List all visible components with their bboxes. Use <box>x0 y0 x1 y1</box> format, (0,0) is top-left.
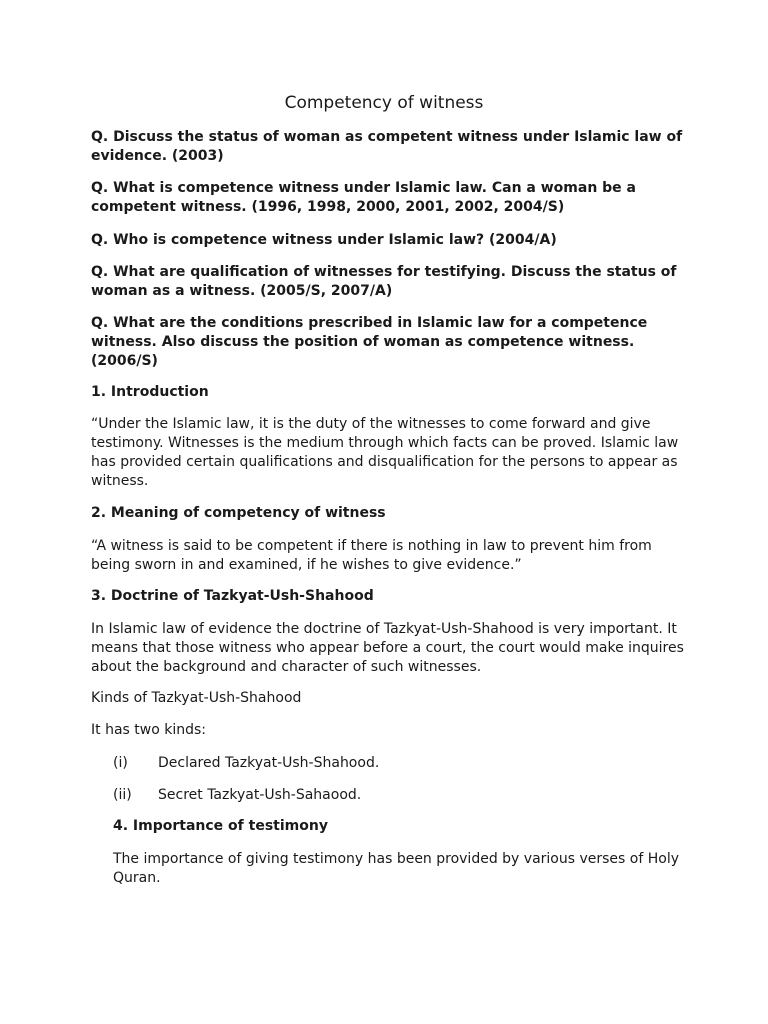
kinds-label: Kinds of Tazkyat-Ush-Shahood <box>91 690 302 706</box>
list-marker: (ii) <box>113 787 132 803</box>
section-heading-doctrine: 3. Doctrine of Tazkyat-Ush-Shahood <box>91 588 374 604</box>
question-5: Q. What are the conditions prescribed in Islamic law for a competence witness. Also discuss the position of woman as competence witness. (2006/S) <box>91 315 648 369</box>
kinds-intro: It has two kinds: <box>91 722 206 738</box>
list-item-text: Secret Tazkyat-Ush-Sahaood. <box>158 787 362 803</box>
section-text-introduction: “Under the Islamic law, it is the duty of the witnesses to come forward and give testimony. Witnesses is the medium through which facts can be proved. Islamic law has provided certain qualifications and disqualification for the persons to appear as witness. <box>91 416 679 489</box>
question-2: Q. What is competence witness under Islamic law. Can a woman be a competent witness. (1996, 1998, 2000, 2001, 2002, 2004/S) <box>91 180 636 215</box>
list-item <box>113 786 673 805</box>
list-marker: (i) <box>113 755 128 771</box>
section-heading-meaning: 2. Meaning of competency of witness <box>91 505 386 521</box>
question-1: Q. Discuss the status of woman as competent witness under Islamic law of evidence. (2003) <box>91 129 683 164</box>
section-text-importance: The importance of giving testimony has been provided by various verses of Holy Quran. <box>113 851 679 886</box>
section-text-doctrine: In Islamic law of evidence the doctrine of Tazkyat-Ush-Shahood is very important. It means that those witness who appear before a court, the court would make inquires about the background and character of such witnesses. <box>91 621 684 675</box>
section-text-meaning: “A witness is said to be competent if there is nothing in law to prevent him from being sworn in and examined, if he wishes to give evidence.” <box>91 538 652 573</box>
document-title: Competency of witness <box>284 93 484 113</box>
section-heading-introduction: 1. Introduction <box>91 384 209 400</box>
question-3: Q. Who is competence witness under Islamic law? (2004/A) <box>91 232 557 248</box>
section-heading-importance: 4. Importance of testimony <box>113 818 328 834</box>
list-item <box>113 754 673 773</box>
list-item-text: Declared Tazkyat-Ush-Shahood. <box>158 755 380 771</box>
question-4: Q. What are qualification of witnesses for testifying. Discuss the status of woman as a witness. (2005/S, 2007/A) <box>91 264 677 299</box>
